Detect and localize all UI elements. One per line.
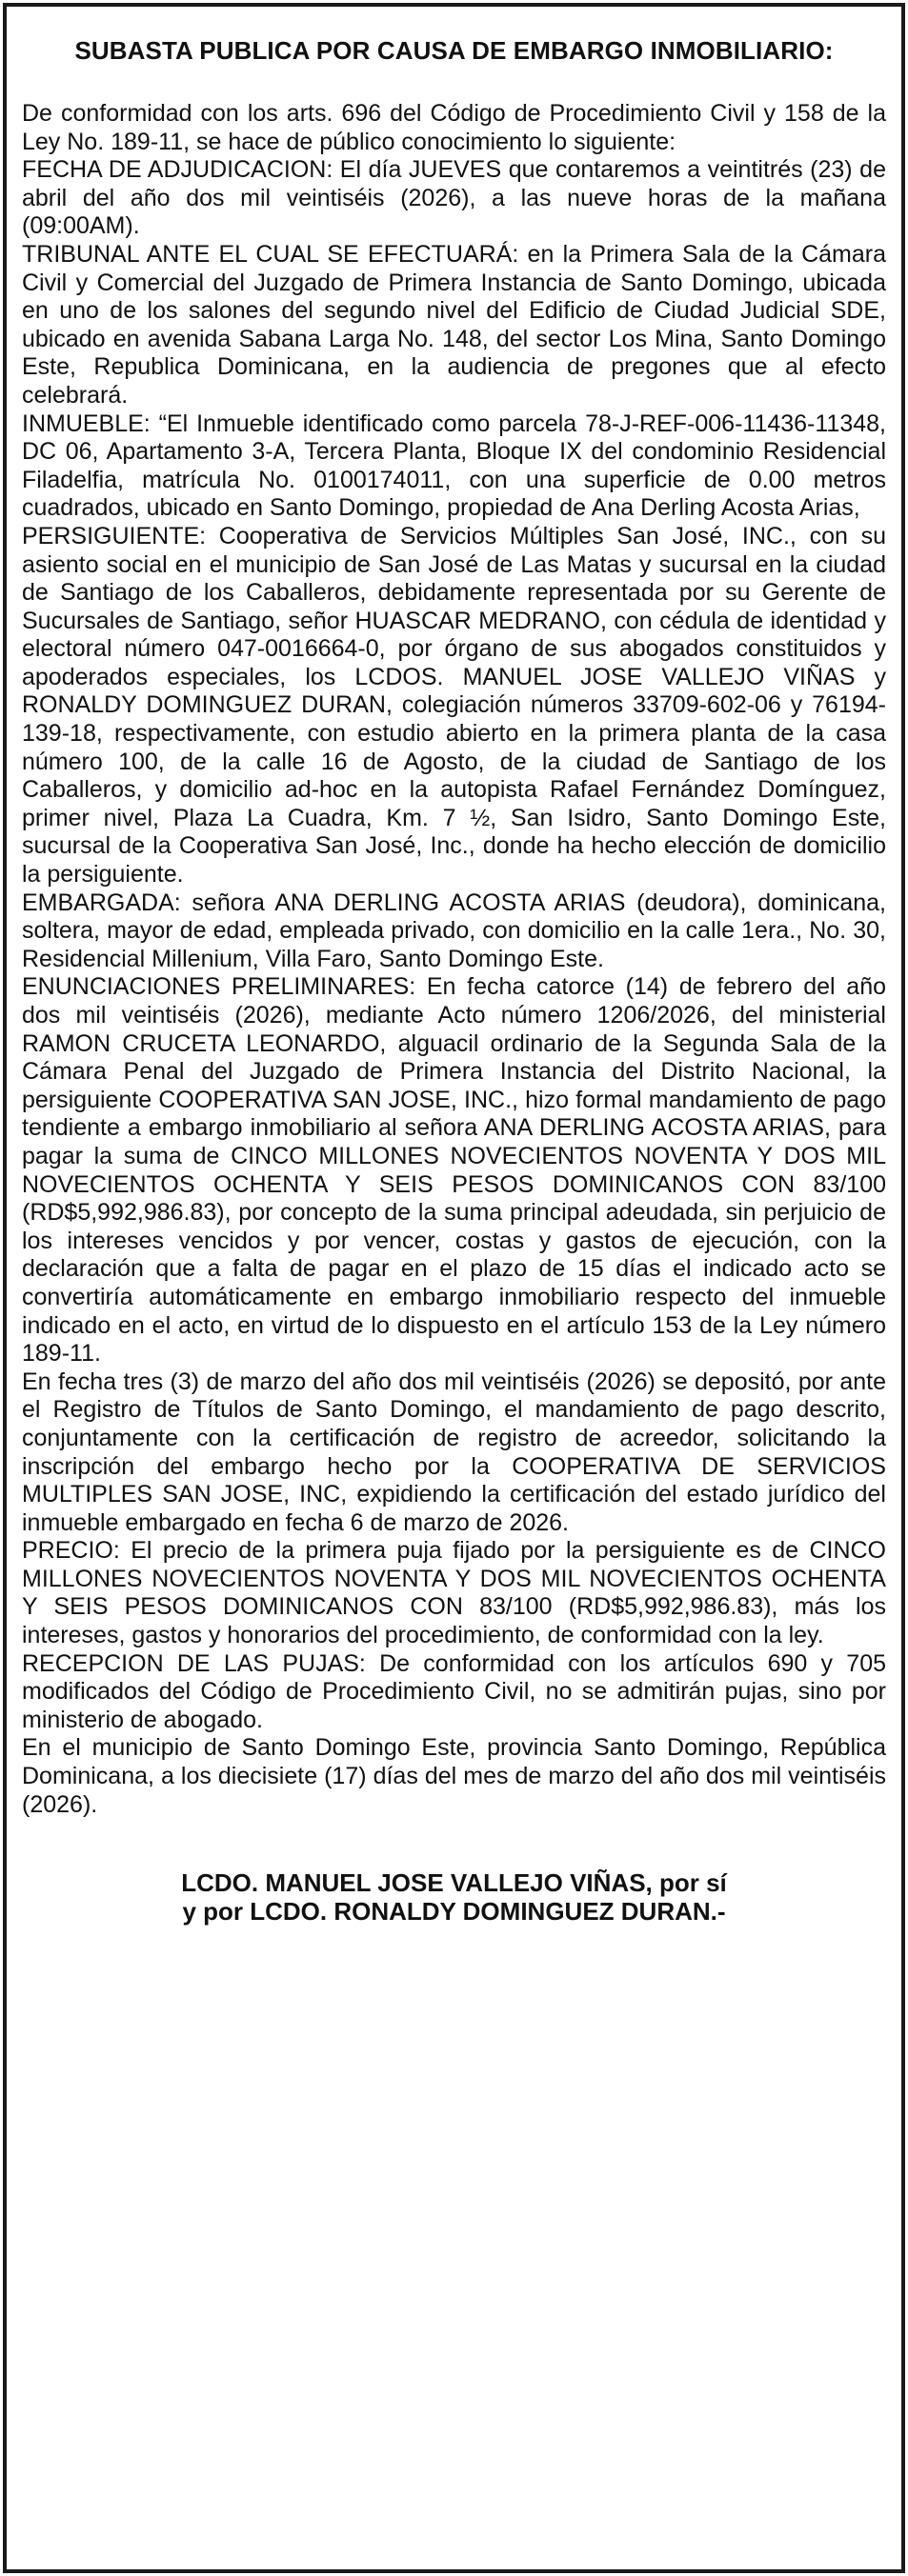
property-paragraph: INMUEBLE: “El Inmueble identificado como parcela 78-J-REF-006-11436-11348, DC 06, Apartamento 3-A, Tercera Planta, Bloque IX del condominio Residencial Filadelfia, matrícula No. 0100174011, con una superficie de 0.00 metros cuadrados, ubicado en Santo Domingo, propiedad de Ana Derling Acosta Arias,: [22, 409, 886, 522]
tribunal-paragraph: TRIBUNAL ANTE EL CUAL SE EFECTUARÁ: en la Primera Sala de la Cámara Civil y Comercial del Juzgado de Primera Instancia de Santo Domingo, ubicada en uno de los salones del segundo nivel del Edificio de Ciudad Judicial SDE, ubicado en avenida Sabana Larga No. 148, del sector Los Mina, Santo Domingo Este, Republica Dominicana, en la audiencia de pregones que al efecto celebrará.: [22, 240, 886, 409]
legal-notice: [3, 3, 905, 2573]
notice-title: SUBASTA PUBLICA POR CAUSA DE EMBARGO INMOBILIARIO:: [74, 36, 834, 65]
adjudication-date-paragraph: FECHA DE ADJUDICACION: El día JUEVES que contaremos a veintitrés (23) de abril del año dos mil veintiséis (2026), a las nueve horas de la mañana (09:00AM).: [22, 156, 886, 240]
closing-paragraph: En el municipio de Santo Domingo Este, provincia Santo Domingo, República Dominicana, a los diecisiete (17) días del mes de marzo del año dos mil veintiséis (2026).: [22, 1734, 886, 1818]
signature-line-1: LCDO. MANUEL JOSE VALLEJO VIÑAS, por sí: [181, 1868, 727, 1898]
debtor-paragraph: EMBARGADA: señora ANA DERLING ACOSTA ARIAS (deudora), dominicana, soltera, mayor de edad, empleada privado, con domicilio en la calle 1era., No. 30, Residencial Millenium, Villa Faro, Santo Domingo Este.: [22, 889, 886, 972]
preliminary-paragraph: ENUNCIACIONES PRELIMINARES: En fecha catorce (14) de febrero del año dos mil veintiséis (2026), mediante Acto número 1206/2026, del ministerial RAMON CRUCETA LEONARDO, alguacil ordinario de la Segunda Sala de la Cámara Penal del Juzgado de Primera Instancia del Distrito Nacional, la persiguiente COOPERATIVA SAN JOSE, INC., hizo formal mandamiento de pago tendiente a embargo inmobiliario al señora ANA DERLING ACOSTA ARIAS, para pagar la suma de CINCO MILLONES NOVECIENTOS NOVENTA Y DOS MIL NOVECIENTOS OCHENTA Y SEIS PESOS DOMINICANOS CON 83/100 (RD$5,992,986.83), por concepto de la suma principal adeudada, sin perjuicio de los intereses vencidos y por vencer, costas y gastos de ejecución, con la declaración que a falta de pagar en el plazo de 15 días el indicado acto se convertiría automáticamente en embargo inmobiliario respecto del inmueble indicado en el acto, en virtud de lo dispuesto en el artículo 153 de la Ley número 189-11.: [22, 973, 886, 1368]
pursuer-paragraph: PERSIGUIENTE: Cooperativa de Servicios Múltiples San José, INC., con su asiento social en el municipio de San José de Las Matas y sucursal en la ciudad de Santiago de los Caballeros, debidamente representada por su Gerente de Sucursales de Santiago, señor HUASCAR MEDRANO, con cédula de identidad y electoral número 047-0016664-0, por órgano de sus abogados constituidos y apoderados especiales, los LCDOS. MANUEL JOSE VALLEJO VIÑAS y RONALDY DOMINGUEZ DURAN, colegiación números 33709-602-06 y 76194-139-18, respectivamente, con estudio abierto en la primera planta de la casa número 100, de la calle 16 de Agosto, de la ciudad de Santiago de los Caballeros, y domicilio ad-hoc en la autopista Rafael Fernández Domínguez, primer nivel, Plaza La Cuadra, Km. 7 ½, San Isidro, Santo Domingo Este, sucursal de la Cooperativa San José, Inc., donde ha hecho elección de domicilio la persiguiente.: [22, 522, 886, 889]
intro-paragraph: De conformidad con los arts. 696 del Código de Procedimiento Civil y 158 de la Ley No. 189-11, se hace de público conocimiento lo siguiente:: [22, 100, 886, 155]
registry-paragraph: En fecha tres (3) de marzo del año dos mil veintiséis (2026) se depositó, por ante el Registro de Títulos de Santo Domingo, el mandamiento de pago descrito, conjuntamente con la certificación de registro de acreedor, solicitando la inscripción del embargo hecho por la COOPERATIVA DE SERVICIOS MULTIPLES SAN JOSE, INC, expidiendo la certificación del estado jurídico del inmueble embargado en fecha 6 de marzo de 2026.: [22, 1368, 886, 1536]
price-paragraph: PRECIO: El precio de la primera puja fijado por la persiguiente es de CINCO MILLONES NOVECIENTOS NOVENTA Y DOS MIL NOVECIENTOS OCHENTA Y SEIS PESOS DOMINICANOS CON 83/100 (RD$5,992,986.83), más los intereses, gastos y honorarios del procedimiento, de conformidad con la ley.: [22, 1537, 886, 1649]
signature-block: [22, 1868, 886, 1926]
signature-line-2: y por LCDO. RONALDY DOMINGUEZ DURAN.-: [182, 1897, 726, 1927]
bids-paragraph: RECEPCION DE LAS PUJAS: De conformidad con los artículos 690 y 705 modificados del Código de Procedimiento Civil, no se admitirán pujas, sino por ministerio de abogado.: [22, 1649, 886, 1733]
